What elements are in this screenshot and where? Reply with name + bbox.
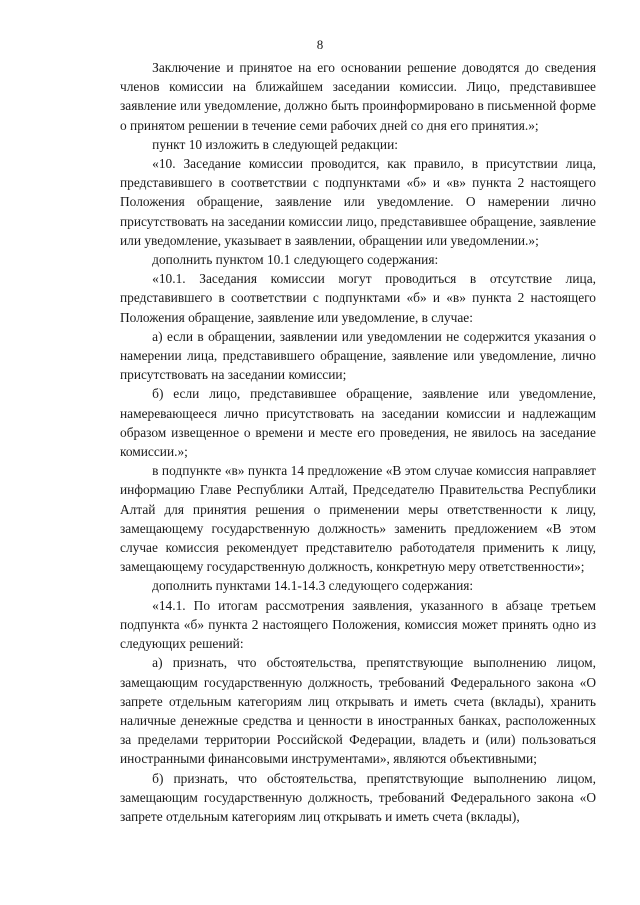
document-body <box>120 58 596 826</box>
paragraph-item-10-1-a: а) если в обращении, заявлении или уведомлении не содержится указания о намерении лица, представившего обращение, заявление или уведомление, лично присутствовать на заседании комиссии; <box>120 328 596 383</box>
paragraph-item-10-1: «10.1. Заседания комиссии могут проводиться в отсутствие лица, представившего в соответствии с подпунктами «б» и «в» пункта 2 настоящего Положения обращение, заявление или уведомление, в случае: <box>120 271 596 325</box>
paragraph-item-14-1-b: б) признать, что обстоятельства, препятствующие выполнению лицом, замещающим государственную должность, требований Федерального закона «О запрете отдельным категориям лиц открывать и иметь счета (вклады), <box>120 770 596 824</box>
paragraph-item-10-1-intro: дополнить пунктом 10.1 следующего содержания: <box>152 252 439 268</box>
paragraph-item-10-intro: пункт 10 изложить в следующей редакции: <box>152 136 398 152</box>
page-number: 8 <box>316 37 324 52</box>
paragraph-item-10: «10. Заседание комиссии проводится, как правило, в присутствии лица, представившего в соответствии с подпунктами «б» и «в» пункта 2 настоящего Положения обращение, заявление или уведомление. О намерении лично присутствовать на заседании комиссии лицо, представившее обращение, заявление или уведомление, указывает в заявлении, обращении или уведомлении.»; <box>120 156 596 248</box>
paragraph-item-14-1-intro: дополнить пунктами 14.1-14.3 следующего содержания: <box>152 578 474 594</box>
paragraph-item-10-1-b: б) если лицо, представившее обращение, заявление или уведомление, намеревающееся лично присутствовать на заседании комиссии и надлежащим образом извещенное о времени и месте его проведения, не явилось на заседание комиссии.»; <box>120 386 596 460</box>
paragraph-item-14-1-a: а) признать, что обстоятельства, препятствующие выполнению лицом, замещающим государственную должность, требований Федерального закона «О запрете отдельным категориям лиц открывать и иметь счета (вклады), хранить наличные денежные средства и ценности в иностранных банках, расположенных за пределами территории Российской Федерации, владеть и (или) пользоваться иностранными финансовыми инструментами», являются объективными; <box>120 655 596 767</box>
paragraph-conclusion: Заключение и принятое на его основании решение доводятся до сведения членов комиссии на ближайшем заседании комиссии. Лицо, представившее заявление или уведомление, должно быть проинформировано в письменной форме о принятом решении в течение семи рабочих дней со дня его принятия.»; <box>120 60 596 133</box>
paragraph-item-14-amendment: в подпункте «в» пункта 14 предложение «В этом случае комиссия направляет информацию Главе Республики Алтай, Председателю Правительства Республики Алтай для принятия решения о применении меры ответственности к лицу, замещающему государственную должность» заменить предложением «В этом случае комиссия рекомендует представителю работодателя применить к лицу, замещающему государственную должность, конкретную меру ответственности»; <box>120 463 596 575</box>
paragraph-item-14-1: «14.1. По итогам рассмотрения заявления, указанного в абзаце третьем подпункта «б» пункта 2 настоящего Положения, комиссия может принять одно из следующих решений: <box>120 597 596 652</box>
